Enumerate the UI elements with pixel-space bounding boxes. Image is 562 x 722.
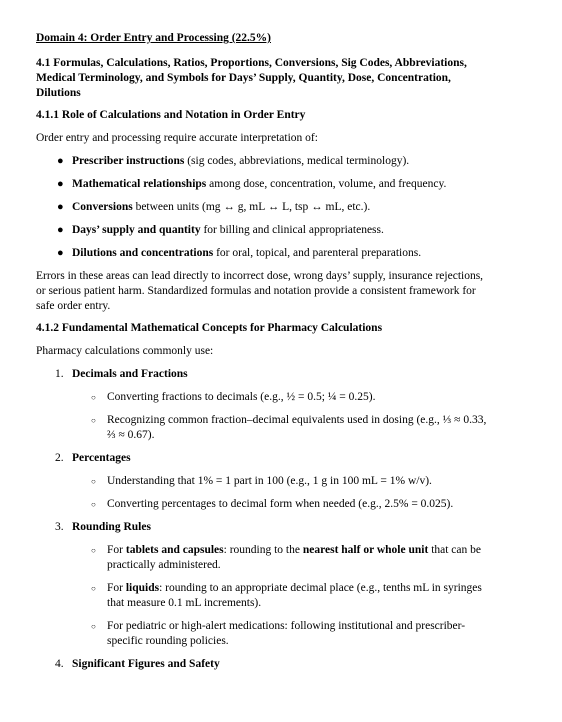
bullet-item: Conversions between units (mg ↔ g, mL ↔ L, tsp ↔ mL, etc.).	[72, 201, 371, 213]
circle-bullet: ○	[91, 584, 96, 593]
circle-bullet: ○	[91, 546, 96, 555]
numbered-item-number: 3.	[55, 521, 64, 533]
bullet-item: Prescriber instructions (sig codes, abbreviations, medical terminology).	[72, 155, 410, 167]
section-4-1-2-intro: Pharmacy calculations commonly use:	[36, 345, 214, 357]
section-4-1-title-line-1: 4.1 Formulas, Calculations, Ratios, Proportions, Conversions, Sig Codes, Abbreviations,	[36, 57, 467, 69]
sub-item-continuation: specific rounding policies.	[107, 635, 229, 647]
closing-paragraph-line-3: safe order entry.	[36, 300, 111, 312]
sub-item: Converting percentages to decimal form when needed (e.g., 2.5% = 0.025).	[107, 498, 454, 510]
sub-item-continuation: that measure 0.1 mL increments).	[107, 597, 262, 609]
circle-bullet: ○	[91, 477, 96, 486]
numbered-item-number: 1.	[55, 368, 64, 380]
numbered-item-title: Decimals and Fractions	[72, 368, 188, 380]
bullet-dot: ●	[57, 224, 64, 236]
sub-item-continuation: ⅔ ≈ 0.67).	[107, 429, 155, 441]
numbered-item-title: Percentages	[72, 452, 131, 464]
sub-item-continuation: practically administered.	[107, 559, 221, 571]
domain-heading: Domain 4: Order Entry and Processing (22.5%)	[36, 32, 271, 44]
circle-bullet: ○	[91, 622, 96, 631]
circle-bullet: ○	[91, 416, 96, 425]
bullet-item: Days’ supply and quantity for billing and clinical appropriateness.	[72, 224, 384, 236]
closing-paragraph-line-1: Errors in these areas can lead directly to incorrect dose, wrong days’ supply, insurance rejections,	[36, 270, 484, 282]
circle-bullet: ○	[91, 393, 96, 402]
bullet-dot: ●	[57, 178, 64, 190]
numbered-item-title: Rounding Rules	[72, 521, 151, 533]
section-4-1-2-title: 4.1.2 Fundamental Mathematical Concepts for Pharmacy Calculations	[36, 322, 383, 334]
section-4-1-1-intro: Order entry and processing require accurate interpretation of:	[36, 132, 318, 144]
bullet-dot: ●	[57, 247, 64, 259]
bullet-item: Mathematical relationships among dose, concentration, volume, and frequency.	[72, 178, 447, 190]
sub-item: For tablets and capsules: rounding to the nearest half or whole unit that can be	[107, 544, 481, 556]
section-4-1-1-title: 4.1.1 Role of Calculations and Notation in Order Entry	[36, 109, 306, 121]
circle-bullet: ○	[91, 500, 96, 509]
sub-item: Recognizing common fraction–decimal equivalents used in dosing (e.g., ⅓ ≈ 0.33,	[107, 414, 487, 426]
section-4-1-title-line-2: Medical Terminology, and Symbols for Days’ Supply, Quantity, Dose, Concentration,	[36, 72, 451, 84]
bullet-dot: ●	[57, 155, 64, 167]
sub-item: For liquids: rounding to an appropriate decimal place (e.g., tenths mL in syringes	[107, 582, 482, 594]
numbered-item-number: 2.	[55, 452, 64, 464]
bullet-item: Dilutions and concentrations for oral, topical, and parenteral preparations.	[72, 247, 422, 259]
closing-paragraph-line-2: or serious patient harm. Standardized formulas and notation provide a consistent framework for	[36, 285, 476, 297]
sub-item: Converting fractions to decimals (e.g., ½ = 0.5; ¼ = 0.25).	[107, 391, 376, 403]
numbered-item-number: 4.	[55, 658, 64, 670]
bullet-dot: ●	[57, 201, 64, 213]
numbered-item-title: Significant Figures and Safety	[72, 658, 220, 670]
sub-item: For pediatric or high-alert medications: following institutional and prescriber-	[107, 620, 466, 632]
sub-item: Understanding that 1% = 1 part in 100 (e.g., 1 g in 100 mL = 1% w/v).	[107, 475, 432, 487]
section-4-1-title-line-3: Dilutions	[36, 87, 81, 99]
